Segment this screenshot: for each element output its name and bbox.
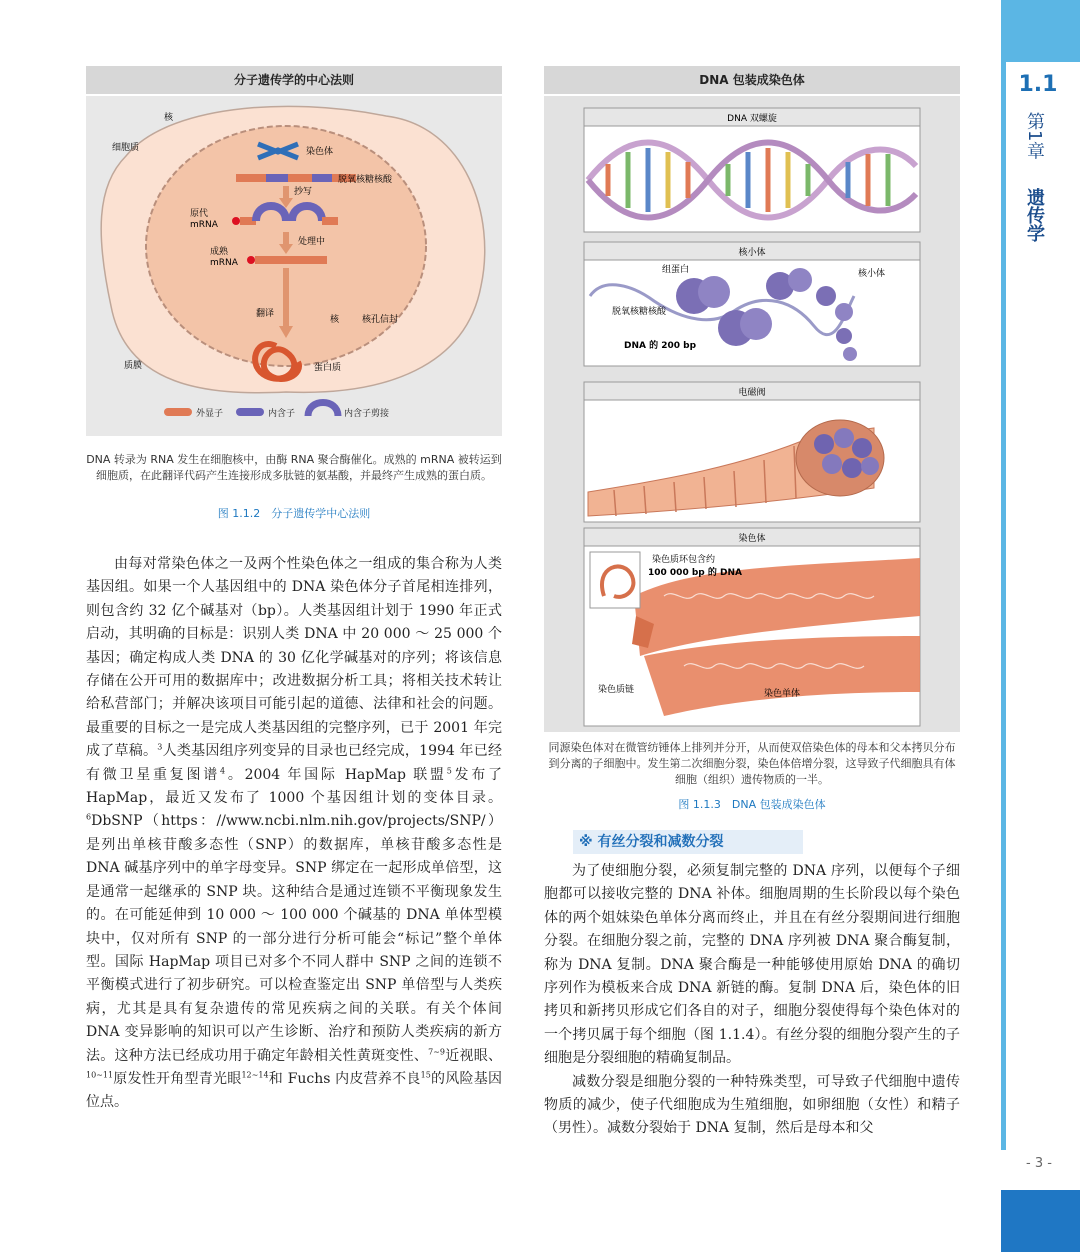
figure1-header: 分子遗传学的中心法则 <box>86 66 502 94</box>
text-run: 近视眼、 <box>444 1047 502 1064</box>
label-processing: 处理中 <box>298 237 326 247</box>
figure1-caption: DNA 转录为 RNA 发生在细胞核中，由酶 RNA 聚合酶催化。成熟的 mRNA 被转运到细胞质，在此翻译代码产生连接形成多肽链的氨基酸，并最终产生成熟的蛋白质。 <box>86 453 502 482</box>
figure2-caption-title: 图 1.1.3 DNA 包装成染色体 <box>678 798 826 811</box>
text-run: 发布了 HapMap，最近又发布了 1000 个基因组计划的变体目录。 <box>86 766 503 807</box>
legend <box>164 403 389 420</box>
mature-mrna-bar <box>247 256 327 264</box>
left-body-text <box>86 553 502 1115</box>
ref-5: 5 <box>446 766 452 775</box>
ref-6: 6 <box>86 812 92 822</box>
chapter-label: 第1章 <box>1024 112 1045 160</box>
label-cytoplasm: 细胞质 <box>112 143 140 153</box>
label-mature-mrna: 成熟 mRNA <box>210 247 238 268</box>
text-run: 原发性开角型青光眼 <box>113 1070 242 1087</box>
label-pre-mrna: 原代 mRNA <box>190 209 218 230</box>
ref-4: 4 <box>219 766 226 775</box>
left-paragraph <box>86 553 502 1115</box>
label-nuclear-pore: 核孔信封 <box>362 315 399 325</box>
label-dna-strand: 脱氧核糖核酸 <box>612 307 667 317</box>
legend-exon-swatch <box>164 408 192 416</box>
section-heading: ※ 有丝分裂和减数分裂 <box>573 830 803 854</box>
figure1-illustration <box>86 96 502 436</box>
label-translation: 翻译 <box>256 309 275 319</box>
text-run: DbSNP（https：//www.ncbi.nlm.nih.gov/projects/SNP/）是列出单核苷酸多态性（SNP）的数据库，单核苷酸多态性是 DNA 碱基序列中的单字母变异。SNP 绑定在一起形成单倍型，这是通常一起继承的 SNP 块。这种结合是通过连锁不平衡现象发生的。在可能延伸到 10 000 ～ 100 000 个碱基的 DNA 单体型模块中，仅对所有 SNP 的一部分进行分析可能会“标记”整个单体型。国际 HapMap 项目已对多个不同人群中 SNP 之间的连锁不平衡模式进行了初步研究。可以检查鉴定出 SNP 单倍型与人类疾病，尤其是具有复杂遗传的常见疾病之间的关联。有关个体间 DNA 变异影响的知识可以产生诊断、治疗和预防人类疾病的新方法。这种方法已经成功用于确定年龄相关性黄斑变性、 <box>86 813 502 1064</box>
right-paragraph-1: 为了使细胞分裂，必须复制完整的 DNA 序列，以便每个子细胞都可以接收完整的 DNA 补体。细胞周期的生长阶段以每个染色体的两个姐妹染色单体分离而终止，并且在有丝分裂期间进行细胞分裂。在细胞分裂之前，完整的 DNA 序列被 DNA 聚合酶复制，称为 DNA 复制。DNA 聚合酶是一种能够使用原始 DNA 的确切序列作为模板来合成 DNA 新链的酶。复制 DNA 后，染色体的旧拷贝和新拷贝形成它们各自的对子，细胞分裂使得每个染色体对的一个拷贝属于每个细胞（图 1.1.4）。有丝分裂的细胞分裂产生的子细胞是分裂细胞的精确复制品。 <box>544 863 960 1067</box>
figure2-header: DNA 包装成染色体 <box>544 66 960 94</box>
label-protein: 蛋白质 <box>314 363 342 373</box>
chromatin-loop-inset <box>590 552 640 608</box>
label-chromosome: 染色体 <box>306 147 334 157</box>
label-chromatin: 染色质链 <box>598 685 635 695</box>
right-paragraph-2: 减数分裂是细胞分裂的一种特殊类型，可导致子代细胞中遗传物质的减少，使子代细胞成为生殖细胞，如卵细胞（女性）和精子（男性）。减数分裂始于 DNA 复制，然后是母本和父 <box>544 1073 960 1137</box>
legend-splice-swatch <box>308 403 338 417</box>
legend-intron-swatch <box>236 408 264 416</box>
figure2-caption: 同源染色体对在微管纺锤体上排列并分开，从而使双倍染色体的母本和父本拷贝分布到分离的子细胞中。发生第二次细胞分裂，染色体倍增分裂，这导致子代细胞具有体细胞（组织）遗传物质的一半。 <box>548 741 956 786</box>
strip-top-band <box>1001 0 1080 62</box>
label-dna-200bp: DNA 的 200 bp <box>624 341 697 351</box>
strip-bottom-band <box>1001 1190 1080 1252</box>
ref-12-14: 12~14 <box>241 1070 269 1080</box>
legend-intron-label: 内含子 <box>268 409 296 419</box>
label-loop-line1: 染色质环包含约 <box>652 555 716 565</box>
text-run: 和 Fuchs 内皮营养不良 <box>268 1070 421 1087</box>
ref-3: 3 <box>157 742 163 752</box>
text-run: 的风险基因位点。 <box>86 1070 502 1111</box>
ref-7-9: 7~9 <box>428 1046 445 1056</box>
panel-double-helix-title: DNA 双螺旋 <box>727 114 777 124</box>
label-transcription: 抄写 <box>294 187 313 197</box>
label-nucleus2: 核 <box>330 315 340 325</box>
text-run: 人类基因组序列变异的目录也已经完成，1994 年已经有微卫星重复图谱 <box>86 743 503 783</box>
ref-10-11: 10~11 <box>86 1070 114 1080</box>
chapter-title: 遗传学 <box>1024 188 1045 242</box>
label-chromatid: 染色单体 <box>764 689 801 699</box>
label-dna: 脱氧核糖核酸 <box>338 175 393 185</box>
label-nucleus: 核 <box>164 113 174 123</box>
panel-chromosome-title: 染色体 <box>738 534 766 544</box>
dna-packaging-diagram <box>544 96 960 732</box>
figure1-caption-title: 图 1.1.2 分子遗传学中心法则 <box>217 507 371 520</box>
text-run: 。2004 年国际 HapMap 联盟 <box>225 766 447 783</box>
label-membrane: 质膜 <box>124 361 143 371</box>
label-nucleosome: 核小体 <box>858 269 886 279</box>
central-dogma-diagram <box>86 96 502 436</box>
ref-15: 15 <box>420 1070 431 1080</box>
panel-nucleosome-title: 核小体 <box>738 248 766 258</box>
label-loop-line2: 100 000 bp 的 DNA <box>648 568 742 578</box>
page-number: - 3 - <box>1026 1156 1052 1171</box>
section-number: 1.1 <box>1018 72 1058 97</box>
legend-splice-label: 内含子剪接 <box>344 409 390 419</box>
legend-exon-label: 外显子 <box>196 409 224 419</box>
figure2-illustration <box>544 96 960 732</box>
panel-solenoid-title: 电磁阀 <box>738 388 766 398</box>
chapter-side-strip <box>1001 0 1080 1252</box>
label-histone: 组蛋白 <box>662 265 690 275</box>
right-body-text <box>544 860 960 1141</box>
text-run: 由每对常染色体之一及两个性染色体之一组成的集合称为人类基因组。如果一个人基因组中的 DNA 染色体分子首尾相连排列，则包含约 32 亿个碱基对（bp）。人类基因组计划于 1990 年正式启动，其明确的目标是：识别人类 DNA 中 20 000 ～ 25 000 个基因；确定构成人类 DNA 的 30 亿化学碱基对的序列；将该信息存储在公开可用的数据库中；改进数据分析工具；将相关技术转让给私营部门；并解决该项目可能引起的道德、法律和社会的问题。最重要的目标之一是完成人类基因组的完整序列，已于 2001 年完成了草稿。 <box>86 556 502 760</box>
